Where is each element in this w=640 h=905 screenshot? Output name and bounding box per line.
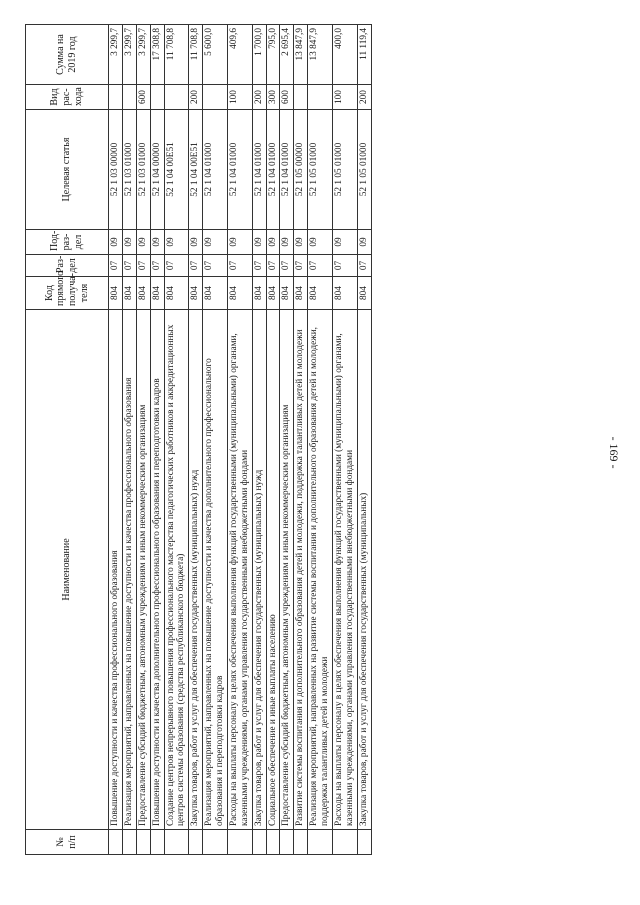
cell-razdel: 07 (122, 255, 136, 277)
cell-num (227, 830, 252, 855)
cell-code: 804 (136, 277, 150, 310)
header-num: № п/п (26, 830, 109, 855)
cell-code: 804 (266, 277, 280, 310)
cell-name: Развитие системы воспитания и дополнительного образования детей и молодежи, поддержка талантливых детей и молодежи (294, 310, 308, 830)
cell-tselevaya: 52 1 04 00Е51 (164, 110, 189, 230)
header-vid: Вид рас-хода (26, 85, 109, 110)
cell-num (357, 830, 371, 855)
cell-podrazdel: 09 (136, 230, 150, 255)
cell-summa: 1 700,0 (252, 25, 266, 85)
cell-tselevaya: 52 1 04 01000 (252, 110, 266, 230)
cell-razdel: 07 (332, 255, 357, 277)
table-row (266, 25, 280, 855)
cell-podrazdel: 09 (332, 230, 357, 255)
cell-tselevaya: 52 1 04 00000 (150, 110, 164, 230)
cell-summa: 3 299,7 (109, 25, 123, 85)
cell-code: 804 (189, 277, 203, 310)
cell-razdel: 07 (357, 255, 371, 277)
cell-vid: 300 (266, 85, 280, 110)
cell-podrazdel: 09 (280, 230, 294, 255)
cell-podrazdel: 09 (266, 230, 280, 255)
cell-num (266, 830, 280, 855)
header-tselevaya: Целевая статья (26, 110, 109, 230)
cell-tselevaya: 52 1 04 00Е51 (189, 110, 203, 230)
cell-tselevaya: 52 1 05 01000 (308, 110, 333, 230)
cell-name: Закупка товаров, работ и услуг для обеспечения государственных (муниципальных) (357, 310, 371, 830)
cell-summa: 11 119,4 (357, 25, 371, 85)
cell-razdel: 07 (189, 255, 203, 277)
cell-vid: 600 (280, 85, 294, 110)
table-row (109, 25, 123, 855)
cell-vid (122, 85, 136, 110)
table-row (308, 25, 333, 855)
cell-tselevaya: 52 1 04 01000 (227, 110, 252, 230)
table-row (252, 25, 266, 855)
cell-name: Расходы на выплаты персоналу в целях обеспечения выполнения функций государственными (муниципальными) органами, казенными учреждениями, органами управления государственными внебюджетными фондами (332, 310, 357, 830)
cell-podrazdel: 09 (189, 230, 203, 255)
cell-podrazdel: 09 (203, 230, 228, 255)
cell-code: 804 (280, 277, 294, 310)
cell-razdel: 07 (164, 255, 189, 277)
cell-razdel: 07 (308, 255, 333, 277)
cell-summa: 11 708,8 (189, 25, 203, 85)
cell-razdel: 07 (150, 255, 164, 277)
cell-podrazdel: 09 (109, 230, 123, 255)
cell-podrazdel: 09 (122, 230, 136, 255)
cell-num (136, 830, 150, 855)
cell-vid: 100 (332, 85, 357, 110)
cell-tselevaya: 52 1 04 01000 (280, 110, 294, 230)
cell-num (150, 830, 164, 855)
table-row (150, 25, 164, 855)
cell-vid (203, 85, 228, 110)
table-row (203, 25, 228, 855)
cell-code: 804 (252, 277, 266, 310)
cell-code: 804 (227, 277, 252, 310)
cell-num (122, 830, 136, 855)
cell-podrazdel: 09 (308, 230, 333, 255)
page-number: - 169 - (607, 436, 621, 469)
cell-num (294, 830, 308, 855)
cell-num (109, 830, 123, 855)
cell-vid: 200 (189, 85, 203, 110)
cell-razdel: 07 (109, 255, 123, 277)
cell-name: Реализация мероприятий, направленных на повышение доступности и качества дополнительного профессионального образования и переподготовки кадров (203, 310, 228, 830)
cell-name: Закупка товаров, работ и услуг для обеспечения государственных (муниципальных) нужд (252, 310, 266, 830)
header-name: Наименование (26, 310, 109, 830)
cell-podrazdel: 09 (357, 230, 371, 255)
cell-tselevaya: 52 1 05 01000 (357, 110, 371, 230)
cell-name: Закупка товаров, работ и услуг для обеспечения государственных (муниципальных) нужд (189, 310, 203, 830)
cell-summa: 795,0 (266, 25, 280, 85)
cell-razdel: 07 (227, 255, 252, 277)
cell-name: Расходы на выплаты персоналу в целях обеспечения выполнения функций государственными (муниципальными) органами, казенными учреждениями, органами управления государственными внебюджетными фондами (227, 310, 252, 830)
table-row (164, 25, 189, 855)
cell-code: 804 (203, 277, 228, 310)
cell-summa: 13 847,9 (294, 25, 308, 85)
cell-tselevaya: 52 1 05 00000 (294, 110, 308, 230)
cell-num (332, 830, 357, 855)
table-row (357, 25, 371, 855)
cell-num (308, 830, 333, 855)
budget-table (25, 24, 372, 855)
cell-code: 804 (109, 277, 123, 310)
cell-num (280, 830, 294, 855)
cell-num (203, 830, 228, 855)
cell-razdel: 07 (203, 255, 228, 277)
cell-code: 804 (294, 277, 308, 310)
cell-summa: 5 600,0 (203, 25, 228, 85)
cell-summa: 11 708,8 (164, 25, 189, 85)
cell-vid (308, 85, 333, 110)
cell-num (164, 830, 189, 855)
cell-tselevaya: 52 1 04 01000 (266, 110, 280, 230)
table-body (109, 25, 372, 855)
cell-podrazdel: 09 (294, 230, 308, 255)
cell-code: 804 (357, 277, 371, 310)
cell-razdel: 07 (294, 255, 308, 277)
cell-summa: 409,6 (227, 25, 252, 85)
cell-name: Создание центров непрерывного повышения профессионального мастерства педагогических работников и аккредитационных центров системы образования (средства республиканского бюджета) (164, 310, 189, 830)
table-row (280, 25, 294, 855)
table-header-row (26, 25, 109, 855)
cell-vid: 600 (136, 85, 150, 110)
cell-summa: 13 847,9 (308, 25, 333, 85)
cell-razdel: 07 (136, 255, 150, 277)
cell-vid (150, 85, 164, 110)
cell-name: Предоставление субсидий бюджетным, автономным учреждениям и иным некоммерческим организациям (136, 310, 150, 830)
cell-code: 804 (164, 277, 189, 310)
cell-tselevaya: 52 1 03 01000 (136, 110, 150, 230)
cell-tselevaya: 52 1 03 01000 (122, 110, 136, 230)
cell-name: Социальное обеспечение и иные выплаты населению (266, 310, 280, 830)
cell-summa: 17 308,8 (150, 25, 164, 85)
table-row (136, 25, 150, 855)
cell-name: Реализация мероприятий, направленных на развитие системы воспитания и дополнительного образования детей и молодежи, поддержка талантливых детей и молодежи (308, 310, 333, 830)
cell-num (252, 830, 266, 855)
cell-vid (294, 85, 308, 110)
table-row (189, 25, 203, 855)
cell-summa: 400,0 (332, 25, 357, 85)
header-razdel: Раз-дел (26, 255, 109, 277)
cell-podrazdel: 09 (252, 230, 266, 255)
cell-vid: 200 (252, 85, 266, 110)
cell-razdel: 07 (252, 255, 266, 277)
cell-tselevaya: 52 1 03 00000 (109, 110, 123, 230)
cell-num (189, 830, 203, 855)
cell-code: 804 (122, 277, 136, 310)
cell-podrazdel: 09 (227, 230, 252, 255)
cell-name: Предоставление субсидий бюджетным, автономным учреждениям и иным некоммерческим организациям (280, 310, 294, 830)
cell-tselevaya: 52 1 05 01000 (332, 110, 357, 230)
cell-code: 804 (332, 277, 357, 310)
table-row (332, 25, 357, 855)
cell-tselevaya: 52 1 04 01000 (203, 110, 228, 230)
cell-vid: 100 (227, 85, 252, 110)
table-row (227, 25, 252, 855)
cell-summa: 2 695,4 (280, 25, 294, 85)
cell-name: Реализация мероприятий, направленных на повышение доступности и качества профессионального образования (122, 310, 136, 830)
cell-vid (164, 85, 189, 110)
cell-vid (109, 85, 123, 110)
cell-code: 804 (308, 277, 333, 310)
cell-summa: 3 299,7 (136, 25, 150, 85)
cell-name: Повышение доступности и качества дополнительного профессионального образования и переподготовки кадров (150, 310, 164, 830)
cell-code: 804 (150, 277, 164, 310)
cell-podrazdel: 09 (150, 230, 164, 255)
table-row (294, 25, 308, 855)
cell-name: Повышение доступности и качества профессионального образования (109, 310, 123, 830)
header-podrazdel: Под-раз-дел (26, 230, 109, 255)
cell-summa: 3 299,7 (122, 25, 136, 85)
header-code: Код прямого получа-теля (26, 277, 109, 310)
header-summa: Сумма на 2019 год (26, 25, 109, 85)
cell-podrazdel: 09 (164, 230, 189, 255)
cell-razdel: 07 (266, 255, 280, 277)
table-row (122, 25, 136, 855)
cell-vid: 200 (357, 85, 371, 110)
cell-razdel: 07 (280, 255, 294, 277)
